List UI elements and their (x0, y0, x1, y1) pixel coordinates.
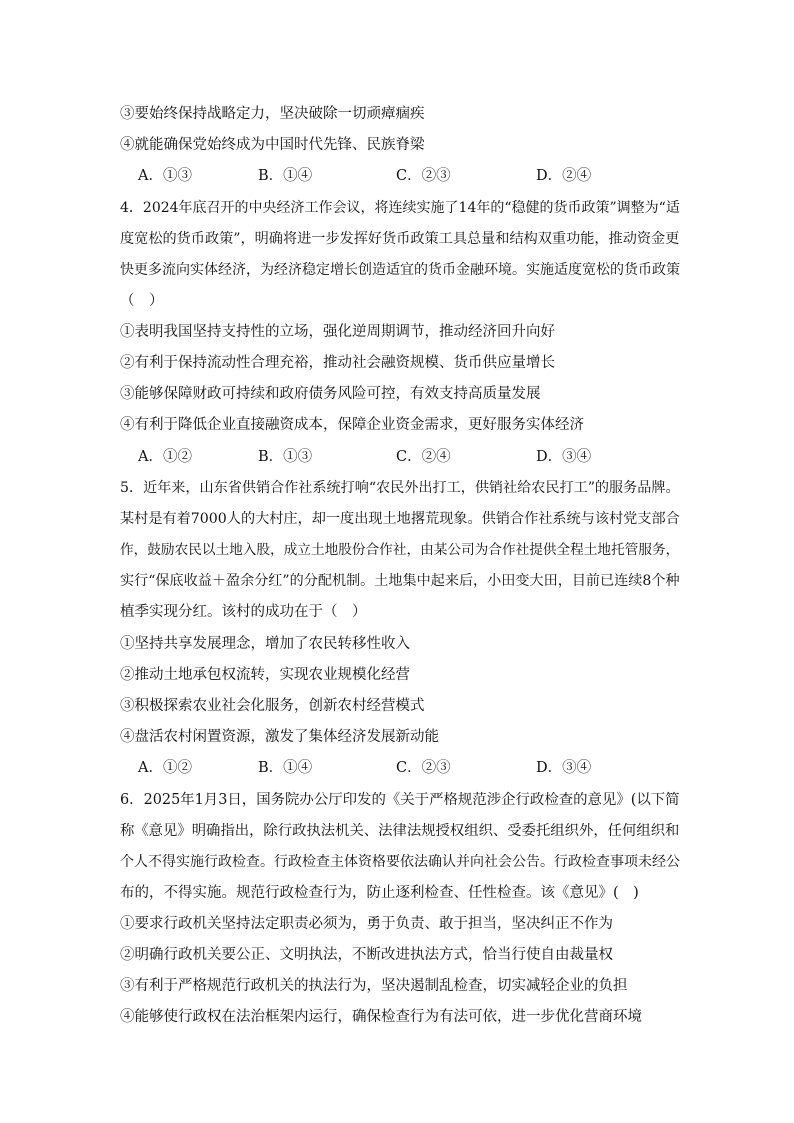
q6-item-3: ③有利于严格规范行政机关的执法行为，坚决遏制乱检查，切实减轻企业的负担 (120, 978, 628, 994)
q3-item-3: ③要始终保持战略定力，坚决破除一切顽瘴痼疾 (120, 106, 425, 122)
q6-stem-line-3: 个人不得实施行政检查。行政检查主体资格要依法确认并向社会公告。行政检查事项未经公 (120, 854, 680, 870)
q6-item-1: ①要求行政机关坚持法定职责必须为，勇于负责、敢于担当，坚决纠正不作为 (120, 916, 613, 932)
q5-item-1: ①坚持共享发展理念，增加了农民转移性收入 (120, 636, 410, 652)
q4-item-4: ④有利于降低企业直接融资成本，保障企业资金需求，更好服务实体经济 (120, 417, 584, 433)
q4-item-1: ①表明我国坚持支持性的立场，强化逆周期调节，推动经济回升向好 (120, 324, 555, 340)
q5-item-2: ②推动土地承包权流转，实现农业规模化经营 (120, 667, 410, 683)
q6-item-4: ④能够使行政权在法治框架内运行，确保检查行为有法可依，进一步优化营商环境 (120, 1009, 642, 1025)
q4-stem-line-2: 度宽松的货币政策”，明确将进一步发挥好货币政策工具总量和结构双重功能，推动资金更 (120, 231, 680, 247)
q5-options (138, 758, 658, 778)
q4-option-b[interactable]: B．①③ (258, 449, 313, 465)
q5-stem-line-5: 植季实现分红。该村的成功在于（ ） (120, 604, 367, 620)
q5-stem-line-3: 作，鼓励农民以土地入股，成立土地股份合作社，由某公司为合作社提供全程土地托管服务， (120, 542, 680, 558)
q4-options (138, 447, 658, 467)
q3-option-a[interactable]: A．①③ (138, 168, 192, 184)
q4-stem-line-3: 快更多流向实体经济，为经济稳定增长创造适宜的货币金融环境。实施适度宽松的货币政策 (120, 262, 680, 278)
q5-stem-line-4: 实行“保底收益＋盈余分红”的分配机制。土地集中起来后，小田变大田，目前已连续8个种 (120, 573, 680, 589)
q4-option-a[interactable]: A．①② (138, 449, 192, 465)
q6-stem-line-4: 布的，不得实施。规范行政检查行为，防止逐利检查、任性检查。该《意见》( ) (120, 885, 639, 901)
q4-item-3: ③能够保障财政可持续和政府债务风险可控，有效支持高质量发展 (120, 386, 541, 402)
q5-option-d[interactable]: D．③④ (536, 760, 592, 776)
q6-item-2: ②明确行政机关要公正、文明执法，不断改进执法方式，恰当行使自由裁量权 (120, 947, 613, 963)
q5-option-a[interactable]: A．①② (138, 760, 192, 776)
q4-item-2: ②有利于保持流动性合理充裕，推动社会融资规模、货币供应量增长 (120, 355, 555, 371)
q4-option-c[interactable]: C．②④ (396, 449, 451, 465)
q4-stem-line-1: 4．2024年底召开的中央经济工作会议，将连续实施了14年的“稳健的货币政策”调整为“适 (120, 200, 680, 216)
q3-option-b[interactable]: B．①④ (258, 168, 313, 184)
q3-option-d[interactable]: D．②④ (536, 168, 592, 184)
q4-option-d[interactable]: D．③④ (536, 449, 592, 465)
q5-stem-line-1: 5．近年来，山东省供销合作社系统打响“农民外出打工，供销社给农民打工”的服务品牌。 (120, 480, 680, 496)
q4-stem-line-4: （ ） (120, 293, 164, 309)
q5-option-c[interactable]: C．②③ (396, 760, 451, 776)
q3-options (138, 166, 658, 186)
q5-stem-line-2: 某村是有着7000人的大村庄，却一度出现土地撂荒现象。供销合作社系统与该村党支部合 (120, 511, 680, 527)
q3-option-c[interactable]: C．②③ (396, 168, 451, 184)
q6-stem-line-2: 称《意见》明确指出，除行政执法机关、法律法规授权组织、受委托组织外，任何组织和 (120, 823, 680, 839)
q3-item-4: ④就能确保党始终成为中国时代先锋、民族脊梁 (120, 137, 425, 153)
q6-stem-line-1: 6．2025年1月3日，国务院办公厅印发的《关于严格规范涉企行政检查的意见》(以下简 (120, 792, 680, 808)
q5-item-3: ③积极探索农业社会化服务，创新农村经营模式 (120, 698, 425, 714)
q5-option-b[interactable]: B．①④ (258, 760, 313, 776)
q5-item-4: ④盘活农村闲置资源，激发了集体经济发展新动能 (120, 729, 439, 745)
